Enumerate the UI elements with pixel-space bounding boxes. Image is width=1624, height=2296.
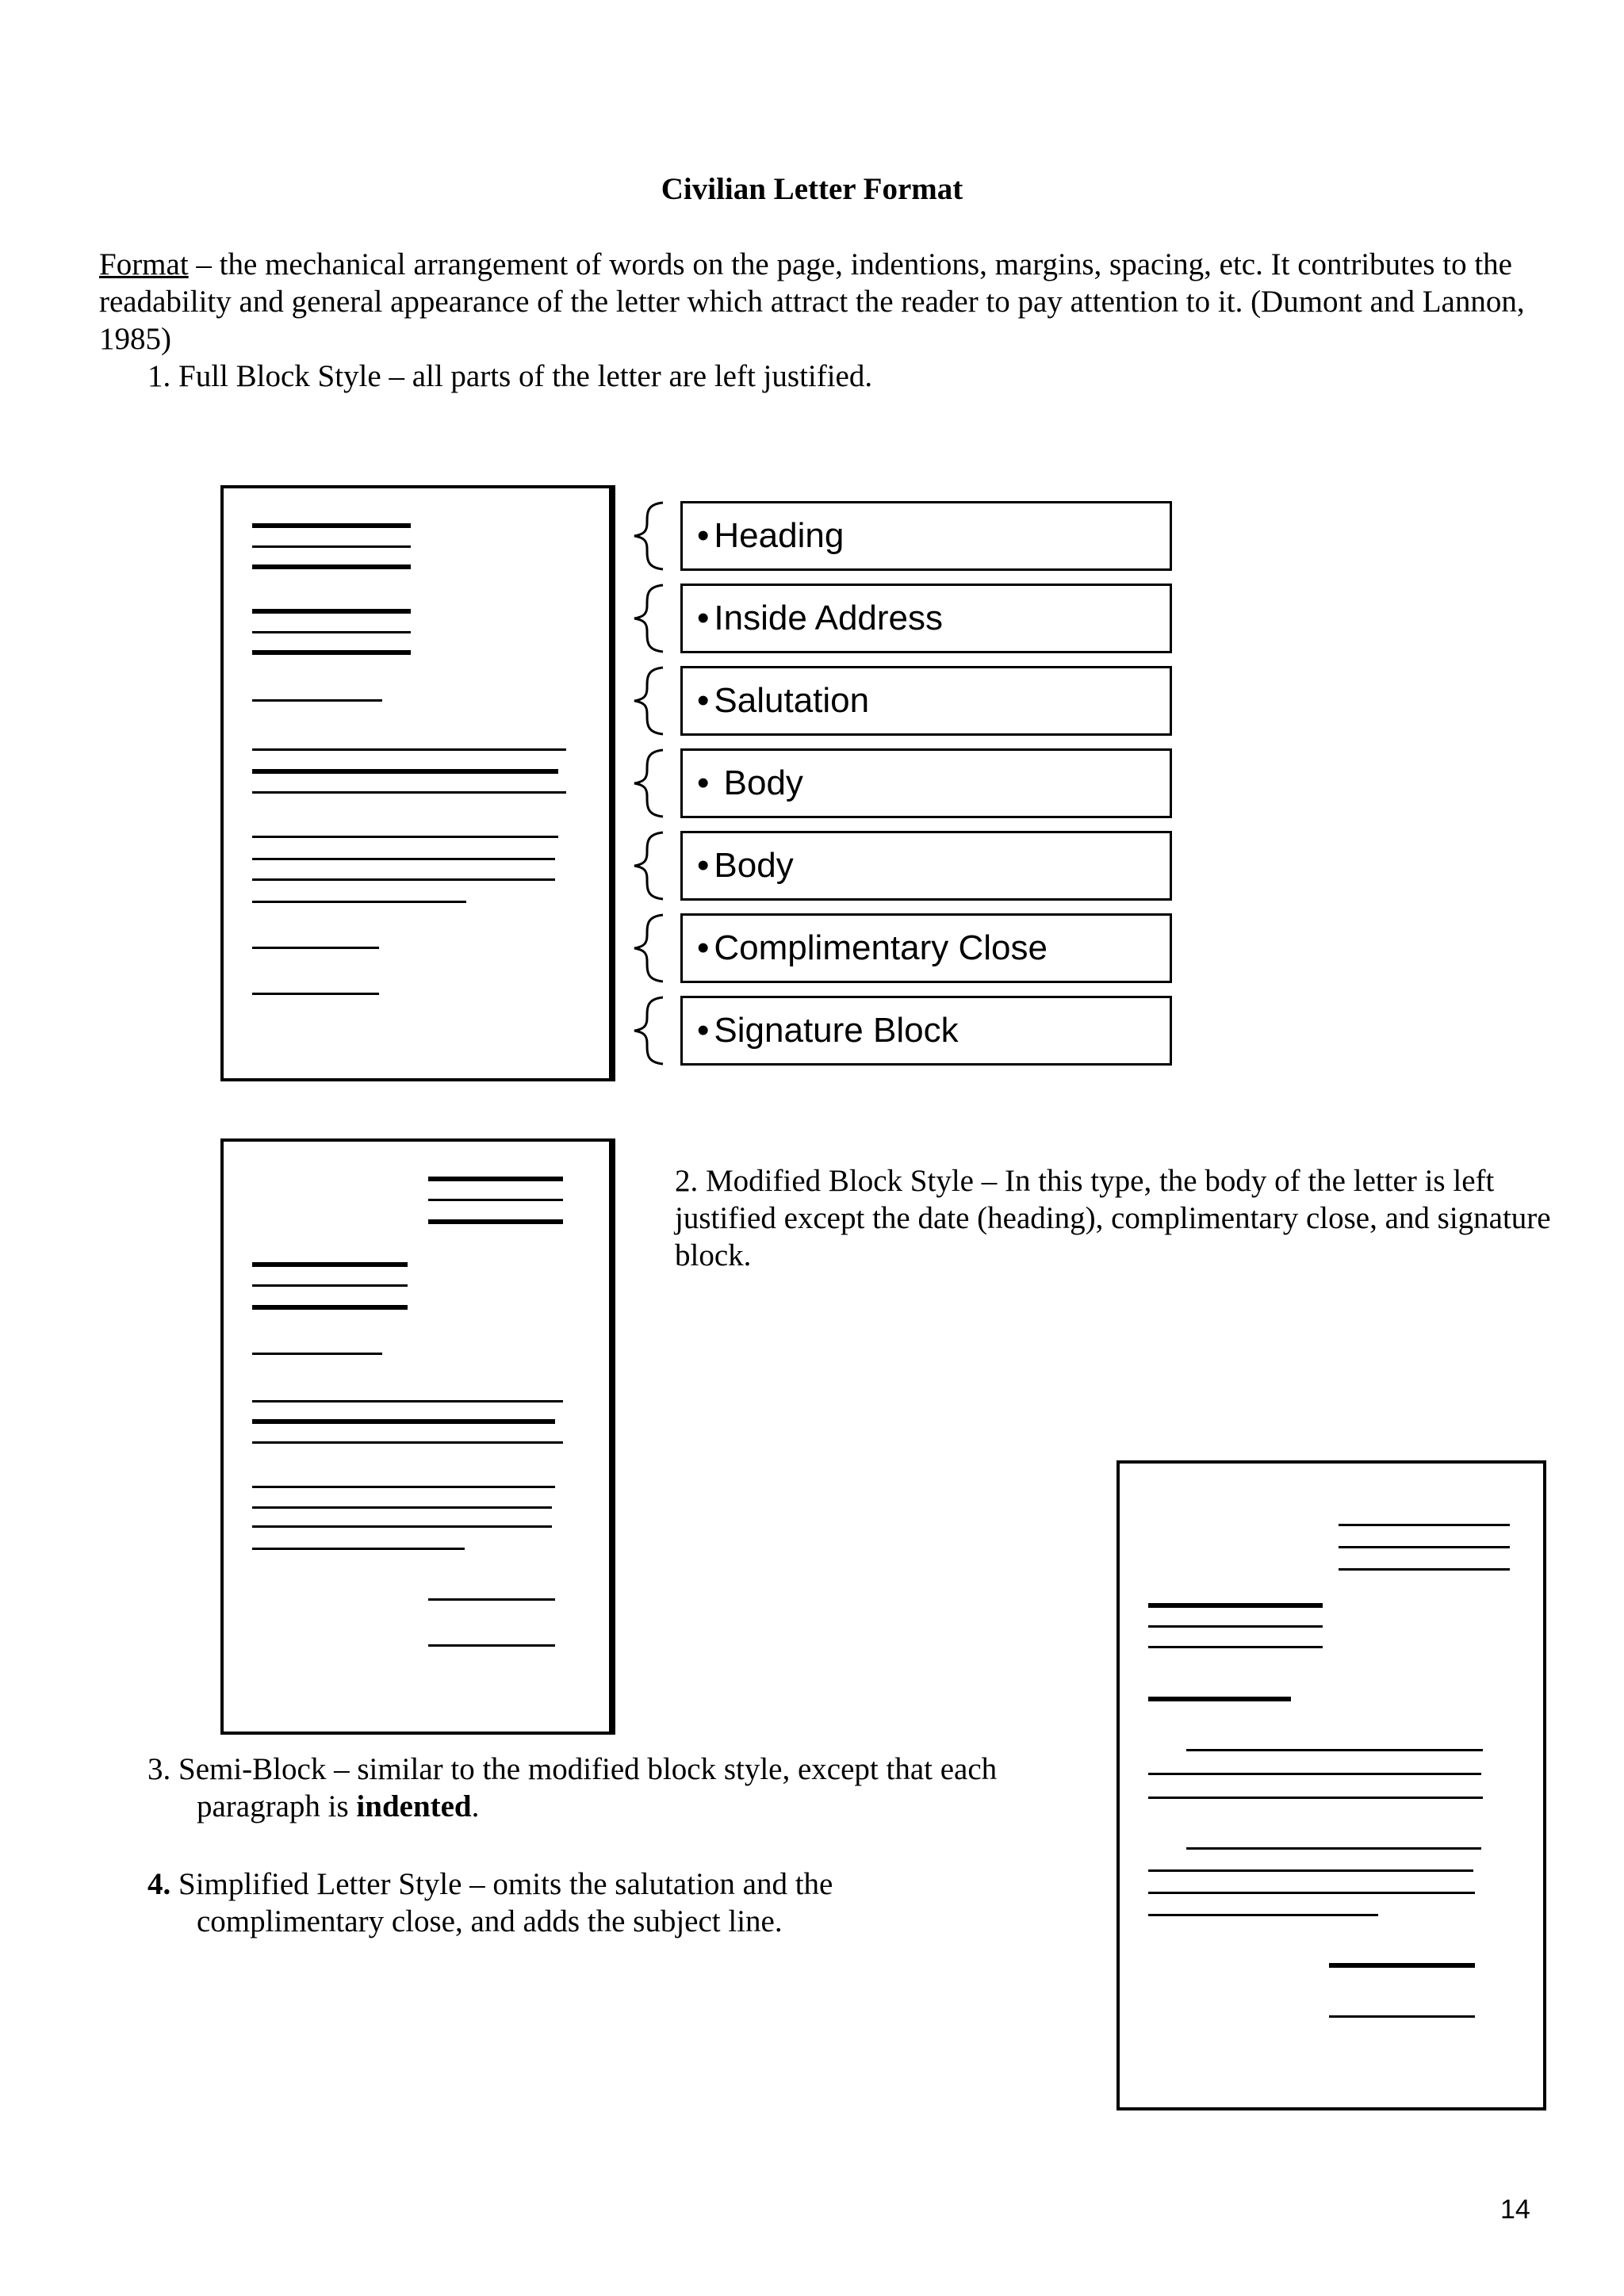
brace-icon: [628, 499, 668, 572]
indented-emphasis: indented: [356, 1789, 472, 1823]
brace-icon: [628, 994, 668, 1067]
body-line-indented: [1186, 1749, 1483, 1751]
inside-address-line: [252, 631, 411, 633]
page-title: Civilian Letter Format: [661, 172, 963, 206]
body-line: [252, 1441, 563, 1444]
complimentary-close-line: [1329, 1963, 1475, 1968]
heading-line: [1339, 1546, 1510, 1548]
letter-part-complimentary-close: [680, 913, 1172, 983]
body-line: [252, 748, 566, 751]
modified-block-letter-diagram: [220, 1138, 615, 1735]
body-line: [252, 1419, 555, 1424]
inside-address-line: [252, 609, 411, 614]
semi-block-line2-suffix: .: [471, 1789, 480, 1823]
body-line: [1148, 1869, 1473, 1872]
heading-line: [428, 1199, 563, 1201]
letter-part-body: [680, 831, 1172, 901]
format-definition: [99, 246, 1526, 358]
bullet-icon: •: [697, 1011, 710, 1050]
complimentary-close-line: [252, 947, 379, 949]
letter-part-label: Body: [714, 846, 794, 885]
bullet-icon: •: [697, 599, 710, 637]
letter-part-label: Salutation: [714, 681, 870, 720]
body-line: [252, 1486, 555, 1488]
letter-part-body: [680, 748, 1172, 818]
inside-address-line: [252, 1262, 408, 1267]
heading-line: [252, 545, 411, 548]
body-line: [1148, 1914, 1378, 1916]
salutation-line: [252, 1353, 382, 1355]
semi-block-line2: [147, 1788, 1083, 1825]
letter-part-label: Complimentary Close: [714, 928, 1048, 967]
letter-part-label: Inside Address: [714, 599, 944, 637]
body-line: [252, 1506, 552, 1509]
letter-part-signature-block: [680, 996, 1172, 1066]
signature-line: [1329, 2015, 1475, 2018]
body-line: [252, 836, 558, 838]
body-line: [1148, 1797, 1483, 1799]
salutation-line: [1148, 1697, 1291, 1701]
semi-block-letter-diagram: [1116, 1460, 1546, 2110]
brace-icon: [628, 747, 668, 820]
letter-part-salutation: [680, 666, 1172, 736]
inside-address-line: [252, 1284, 408, 1287]
body-line: [252, 769, 558, 774]
body-line-indented: [1186, 1847, 1481, 1850]
bullet-icon: •: [697, 763, 710, 802]
format-term: Format: [99, 247, 189, 281]
heading-line: [428, 1177, 563, 1181]
simplified-letter-style-item: [147, 1866, 1083, 1940]
semi-block-style-item: [147, 1751, 1083, 1825]
complimentary-close-line: [428, 1598, 555, 1601]
letter-part-inside-address: [680, 584, 1172, 653]
simplified-line1-text: Simplified Letter Style – omits the salutation and the: [170, 1867, 833, 1901]
bullet-icon: •: [697, 928, 710, 967]
heading-line: [1339, 1524, 1510, 1526]
inside-address-line: [1148, 1646, 1323, 1648]
inside-address-line: [1148, 1603, 1323, 1608]
body-line: [252, 791, 566, 794]
body-line: [252, 1400, 563, 1402]
heading-line: [252, 523, 411, 528]
semi-block-line2-text: paragraph is: [197, 1789, 357, 1823]
brace-icon: [628, 664, 668, 737]
full-block-style-item: 1. Full Block Style – all parts of the letter are left justified.: [147, 359, 873, 393]
modified-block-style-item: 2. Modified Block Style – In this type, the body of the letter is left justified except the date (heading), complimentary close, and signature block.: [675, 1164, 1551, 1272]
letter-part-label: Signature Block: [714, 1011, 959, 1050]
letter-part-label: Body: [714, 763, 803, 802]
body-line: [252, 858, 555, 860]
signature-line: [252, 993, 379, 995]
format-definition-text: – the mechanical arrangement of words on the page, indentions, margins, spacing, etc. It contributes to the readability and general appearance of the letter which attract the reader to pay attention to it. (Dumont and Lannon, 1985): [99, 247, 1525, 356]
body-line: [1148, 1892, 1475, 1894]
body-line: [252, 1548, 465, 1550]
brace-icon: [628, 912, 668, 985]
body-line: [252, 878, 555, 881]
full-block-letter-diagram: [220, 485, 615, 1081]
body-line: [252, 1525, 552, 1528]
bullet-icon: •: [697, 516, 710, 555]
simplified-line1: [147, 1867, 833, 1901]
heading-line: [1339, 1568, 1510, 1571]
heading-line: [428, 1219, 563, 1224]
page-number: 14: [1500, 2195, 1530, 2225]
body-line: [252, 901, 466, 903]
heading-line: [252, 564, 411, 569]
inside-address-line: [252, 1305, 408, 1310]
simplified-number: 4.: [147, 1867, 171, 1901]
letter-part-heading: [680, 501, 1172, 571]
brace-icon: [628, 829, 668, 902]
body-line: [1148, 1773, 1481, 1775]
letter-part-label: Heading: [714, 516, 845, 555]
inside-address-line: [252, 650, 411, 655]
bullet-icon: •: [697, 681, 710, 720]
salutation-line: [252, 699, 382, 702]
simplified-line2: complimentary close, and adds the subject line.: [197, 1904, 783, 1938]
brace-icon: [628, 582, 668, 655]
semi-block-line1: 3. Semi-Block – similar to the modified block style, except that each: [147, 1752, 998, 1786]
bullet-icon: •: [697, 846, 710, 885]
signature-line: [428, 1644, 555, 1647]
inside-address-line: [1148, 1625, 1323, 1628]
